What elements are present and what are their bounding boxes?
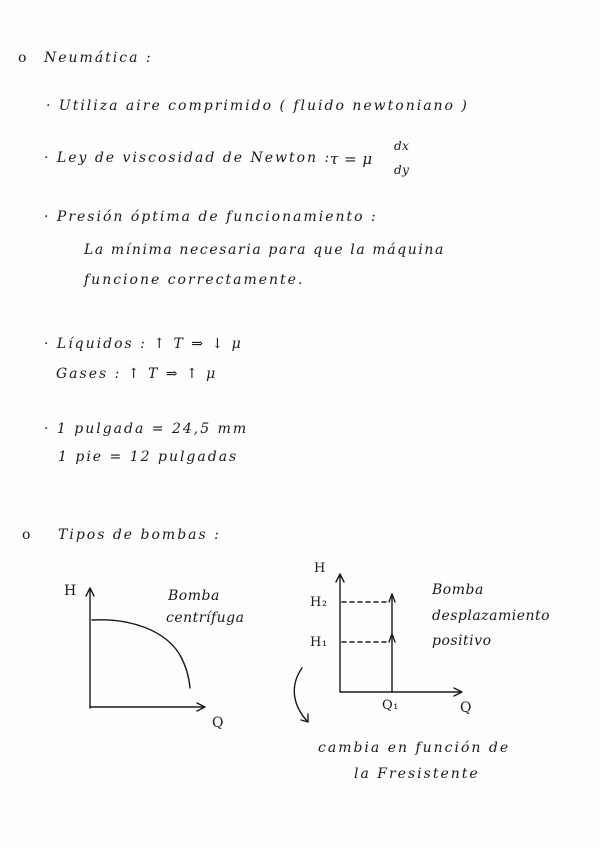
left-x-axis <box>90 703 205 711</box>
left-axis-label-q: Q <box>212 715 224 731</box>
fraction-numerator: dx <box>394 139 410 153</box>
label-desplazamiento-1: Bomba <box>432 582 484 598</box>
centrifugal-curve <box>92 620 190 688</box>
note-pulgada: · 1 pulgada = 24,5 mm <box>44 421 249 437</box>
right-axis-label-q: Q <box>460 700 472 716</box>
section-title-neumatica: Neumática : <box>44 50 153 66</box>
label-bomba-centrifuga-2: centrífuga <box>166 610 245 626</box>
footnote-line1: cambia en función de <box>318 740 511 756</box>
tick-label-h2: H₂ <box>310 595 328 610</box>
label-desplazamiento-3: positivo <box>432 633 492 649</box>
label-bomba-centrifuga-1: Bomba <box>168 588 220 604</box>
left-y-axis <box>86 588 94 708</box>
right-x-axis <box>340 688 462 696</box>
note-presion-line1: La mínima necesaria para que la máquina <box>84 242 445 258</box>
note-presion-line2: funcione correctamente. <box>84 272 305 288</box>
section-title-tipos-bombas: Tipos de bombas : <box>58 527 221 543</box>
note-presion-optima: · Presión óptima de funcionamiento : <box>44 209 378 225</box>
note-gases: Gases : ↑ T ⇒ ↑ μ <box>56 366 218 382</box>
viscosity-formula: τ = μ <box>330 150 373 168</box>
right-axis-label-h: H <box>314 561 326 576</box>
fraction-denominator: dy <box>394 163 410 177</box>
footnote-line2: la Fresistente <box>354 766 480 782</box>
curved-arrow <box>294 668 308 722</box>
tick-label-h1: H₁ <box>310 635 328 650</box>
label-desplazamiento-2: desplazamiento <box>432 608 551 624</box>
note-liquidos: · Líquidos : ↑ T ⇒ ↓ μ <box>44 336 243 352</box>
tick-label-q1: Q₁ <box>382 698 399 713</box>
note-ley-viscosidad: · Ley de viscosidad de Newton : <box>44 150 332 166</box>
left-axis-label-h: H <box>64 583 77 599</box>
note-pie: 1 pie = 12 pulgadas <box>58 449 239 465</box>
section-bullet: o <box>18 50 27 66</box>
right-y-axis <box>336 574 344 692</box>
section2-bullet: o <box>22 527 31 543</box>
note-aire-comprimido: · Utiliza aire comprimido ( fluido newtoniano ) <box>46 98 469 114</box>
